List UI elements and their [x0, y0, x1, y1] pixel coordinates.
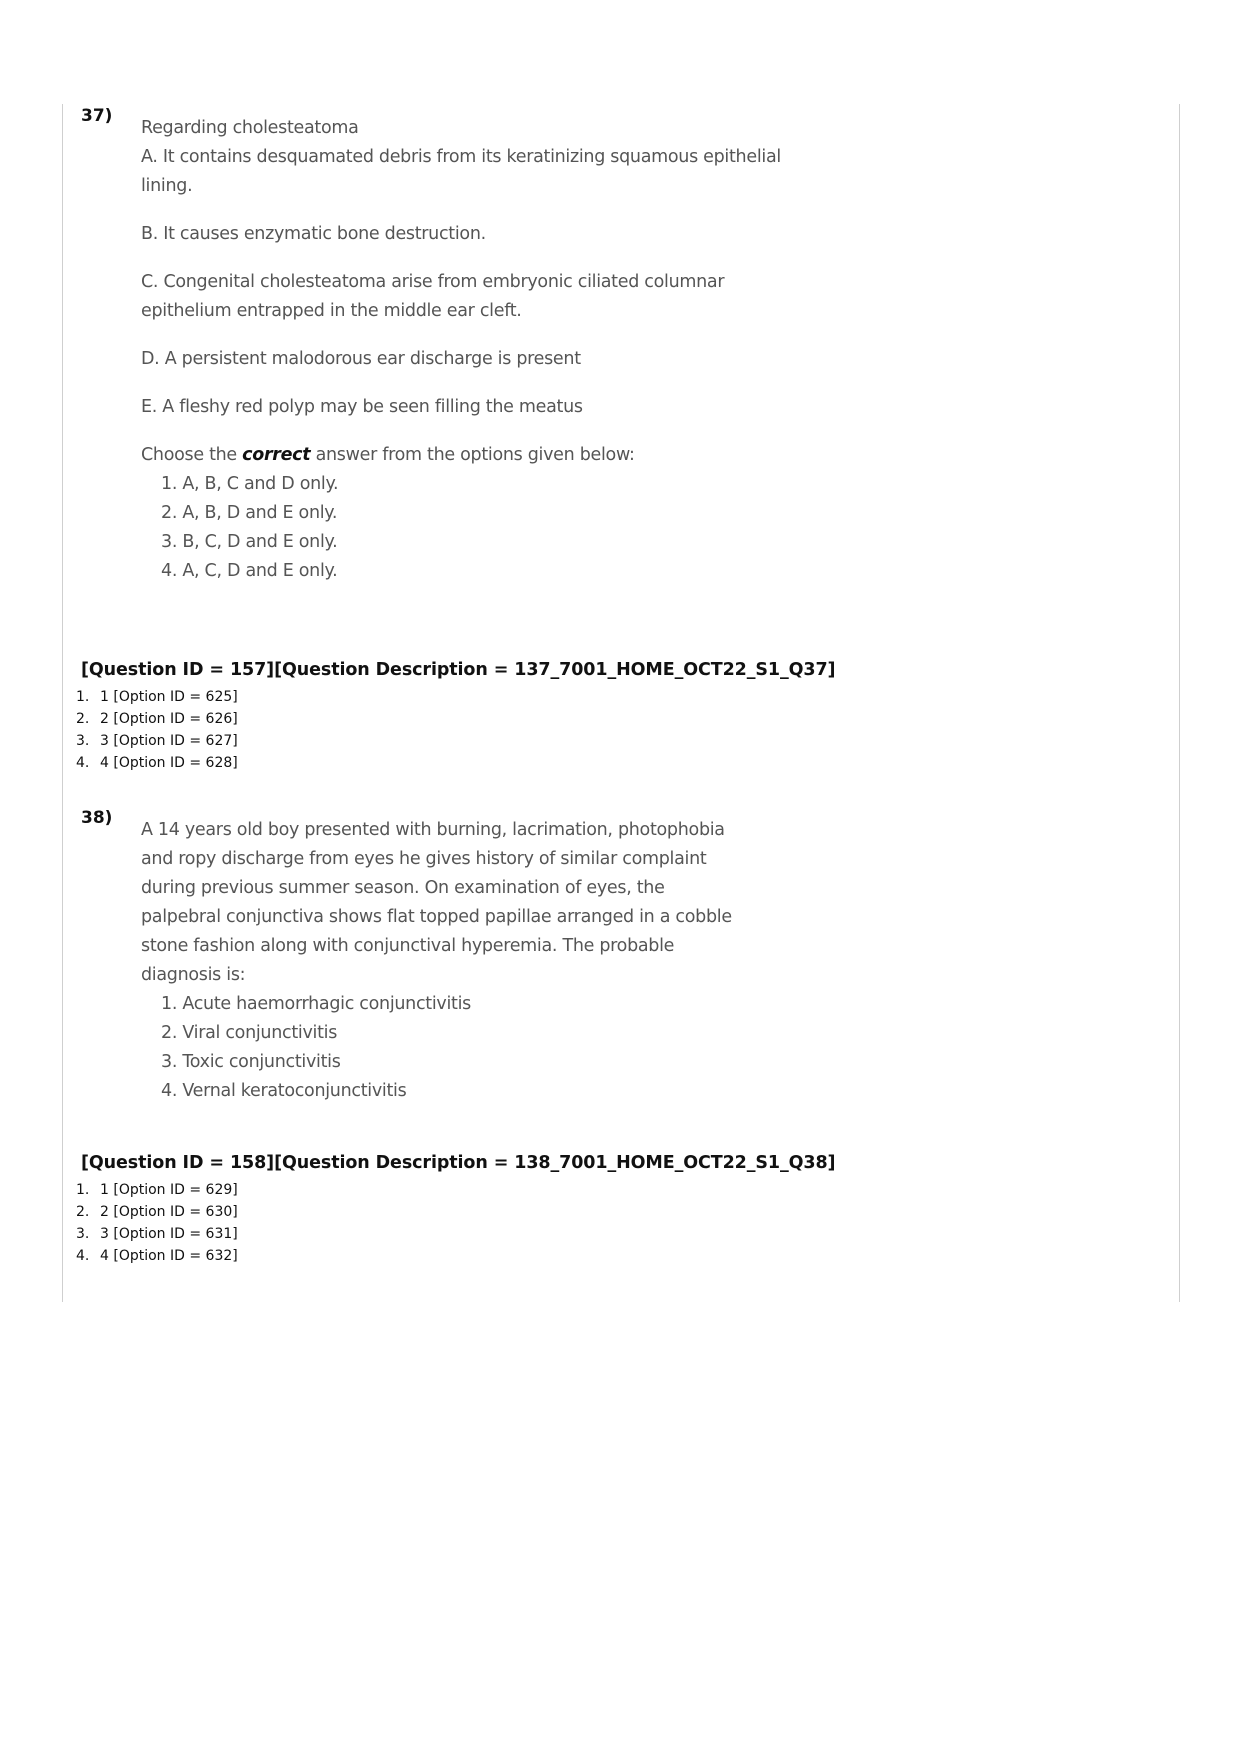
option-text: 2 [Option ID = 626]	[100, 711, 238, 727]
stem-line: during previous summer season. On examination of eyes, the	[141, 878, 665, 898]
option-index: 2.	[76, 711, 90, 727]
option-id-row	[76, 686, 238, 708]
question-37-option-ids	[76, 686, 238, 774]
question-number-38: 38)	[81, 808, 113, 828]
question-38-stem	[141, 816, 781, 990]
choice-3: 3. Toxic conjunctivitis	[161, 1052, 341, 1072]
question-38-meta: [Question ID = 158][Question Description = 138_7001_HOME_OCT22_S1_Q38]	[81, 1153, 836, 1173]
option-id-row	[76, 1179, 238, 1201]
choice-1: 1. Acute haemorrhagic conjunctivitis	[161, 994, 471, 1014]
option-text: 1 [Option ID = 625]	[100, 689, 238, 705]
question-38-option-ids	[76, 1179, 238, 1267]
option-text: 3 [Option ID = 631]	[100, 1226, 238, 1242]
instruction-emphasis: correct	[242, 445, 311, 465]
option-id-row	[76, 730, 238, 752]
choice-2: 2. Viral conjunctivitis	[161, 1023, 338, 1043]
statement-b: B. It causes enzymatic bone destruction.	[141, 224, 486, 244]
choice-1: 1. A, B, C and D only.	[161, 474, 339, 494]
option-text: 4 [Option ID = 628]	[100, 755, 238, 771]
option-id-row	[76, 708, 238, 730]
stem-line: and ropy discharge from eyes he gives history of similar complaint	[141, 849, 707, 869]
option-index: 3.	[76, 733, 90, 749]
instruction-text: Choose the	[141, 445, 243, 465]
question-37-instruction	[141, 441, 781, 470]
stem-line: A 14 years old boy presented with burning, lacrimation, photophobia	[141, 820, 725, 840]
option-index: 4.	[76, 755, 90, 771]
choice-2: 2. A, B, D and E only.	[161, 503, 338, 523]
option-index: 3.	[76, 1226, 90, 1242]
instruction-text-end: answer from the options given below:	[310, 445, 635, 465]
option-index: 2.	[76, 1204, 90, 1220]
choice-4: 4. A, C, D and E only.	[161, 561, 338, 581]
option-id-row	[76, 1245, 238, 1267]
choice-4: 4. Vernal keratoconjunctivitis	[161, 1081, 407, 1101]
question-37-choices	[161, 470, 781, 586]
option-text: 2 [Option ID = 630]	[100, 1204, 238, 1220]
statement-d: D. A persistent malodorous ear discharge is present	[141, 349, 581, 369]
statement-e: E. A fleshy red polyp may be seen filling the meatus	[141, 397, 583, 417]
question-37-body	[141, 114, 781, 586]
question-37-meta: [Question ID = 157][Question Description = 137_7001_HOME_OCT22_S1_Q37]	[81, 660, 836, 680]
option-index: 1.	[76, 689, 90, 705]
question-number-37: 37)	[81, 106, 113, 126]
question-37-stem: Regarding cholesteatoma	[141, 118, 359, 138]
stem-line: diagnosis is:	[141, 965, 246, 985]
question-38-choices	[161, 990, 781, 1106]
stem-line: stone fashion along with conjunctival hyperemia. The probable	[141, 936, 675, 956]
stem-line: palpebral conjunctiva shows flat topped papillae arranged in a cobble	[141, 907, 732, 927]
option-text: 3 [Option ID = 627]	[100, 733, 238, 749]
statement-c: C. Congenital cholesteatoma arise from embryonic ciliated columnar epithelium entrapped in the middle ear cleft.	[141, 272, 725, 321]
option-index: 4.	[76, 1248, 90, 1264]
question-38-body	[141, 816, 781, 1106]
choice-3: 3. B, C, D and E only.	[161, 532, 338, 552]
option-id-row	[76, 752, 238, 774]
option-id-row	[76, 1223, 238, 1245]
statement-a: A. It contains desquamated debris from its keratinizing squamous epithelial lining.	[141, 147, 781, 196]
option-text: 1 [Option ID = 629]	[100, 1182, 238, 1198]
option-index: 1.	[76, 1182, 90, 1198]
option-text: 4 [Option ID = 632]	[100, 1248, 238, 1264]
option-id-row	[76, 1201, 238, 1223]
